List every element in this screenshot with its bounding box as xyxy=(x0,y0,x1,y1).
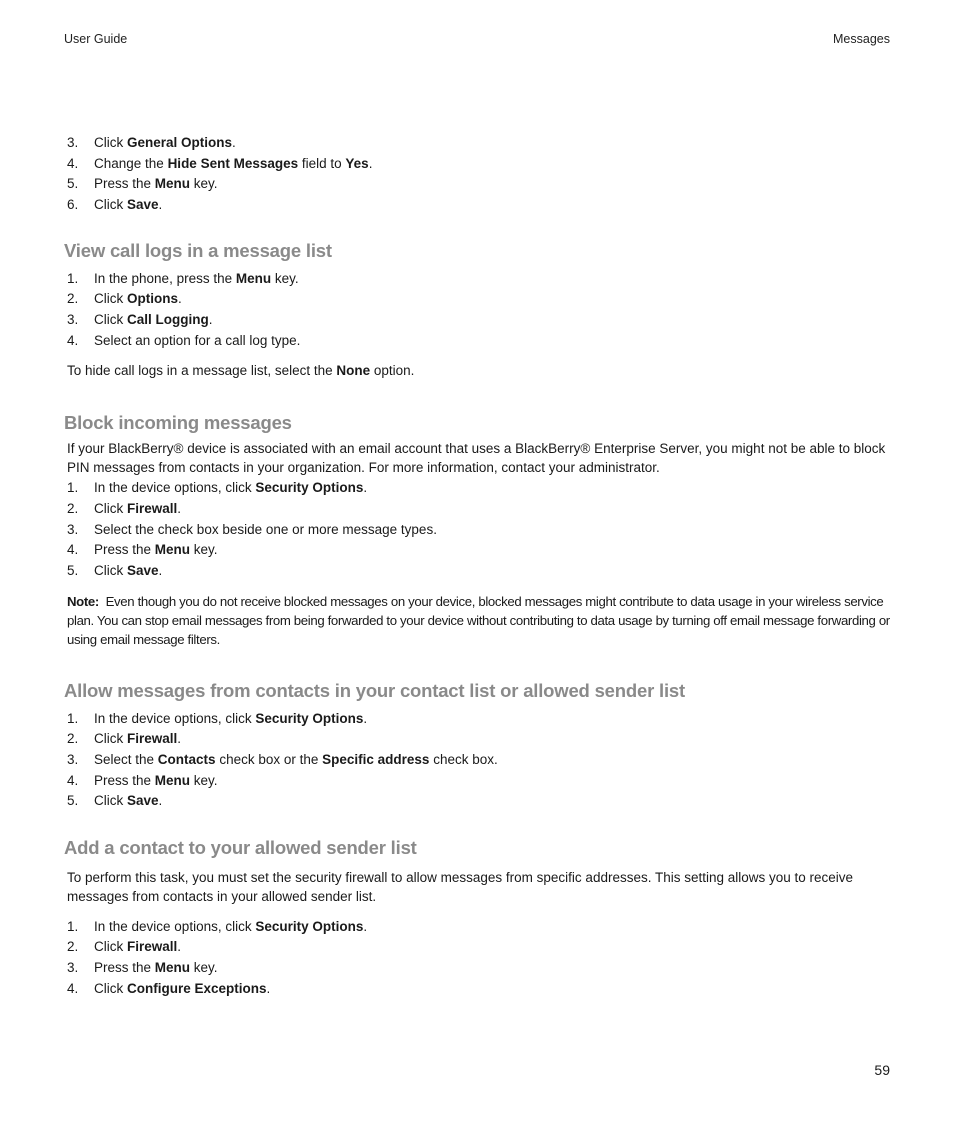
text-run: Click xyxy=(94,312,127,328)
page-number: 59 xyxy=(874,1062,890,1078)
text-run: Click xyxy=(94,291,127,307)
text-run: Click xyxy=(94,197,127,213)
step-text xyxy=(94,269,892,290)
step-number: 3. xyxy=(67,135,79,150)
call-logs-step-list xyxy=(64,269,892,352)
text-run: . xyxy=(363,480,368,496)
step-text xyxy=(94,499,892,520)
text-run: key. xyxy=(190,542,218,558)
text-run: key. xyxy=(190,960,218,976)
step-item xyxy=(64,289,892,310)
text-run: Select the xyxy=(94,752,158,768)
step-item xyxy=(64,561,892,582)
step-number: 4. xyxy=(67,980,79,996)
text-run: . xyxy=(178,291,182,307)
ui-term: Configure Exceptions xyxy=(127,980,267,996)
text-run: In the device options, click xyxy=(94,480,256,496)
step-item xyxy=(64,791,892,812)
ui-term: Menu xyxy=(154,960,191,976)
step-text xyxy=(94,195,892,216)
step-text xyxy=(94,133,892,154)
step-text xyxy=(94,478,892,499)
step-number: 5. xyxy=(67,563,79,579)
ui-term: Menu xyxy=(154,176,191,192)
step-item xyxy=(64,499,892,520)
ui-term: Security Options xyxy=(255,710,364,726)
text-run: Press the xyxy=(94,542,155,558)
text-run: . xyxy=(177,939,182,955)
step-number: 1. xyxy=(67,270,79,286)
step-number: 5. xyxy=(67,793,79,809)
step-text xyxy=(94,729,892,750)
text-run: In the device options, click xyxy=(94,710,256,726)
step-text xyxy=(94,289,892,310)
step-text xyxy=(94,561,892,582)
block-note xyxy=(67,592,892,650)
ui-term: General Options xyxy=(127,135,233,150)
block-intro-paragraph: If your BlackBerry® device is associated with an email account that uses a BlackBerry® Enterprise Server, you might not be able to block PIN messages from contacts in your organization. For more information, contact your administrator. xyxy=(67,440,886,476)
ui-term: Save xyxy=(127,197,159,213)
text-run: . xyxy=(208,312,213,328)
running-header-right: Messages xyxy=(833,32,890,46)
step-number: 4. xyxy=(67,772,79,788)
step-text xyxy=(94,958,892,979)
step-text xyxy=(94,154,892,175)
step-item xyxy=(64,133,892,154)
step-number: 5. xyxy=(67,176,79,192)
step-number: 2. xyxy=(67,731,79,747)
step-text xyxy=(94,937,892,958)
step-number: 4. xyxy=(67,155,79,171)
ui-term: Firewall xyxy=(127,939,178,955)
step-text xyxy=(94,310,892,331)
text-run: Click xyxy=(94,563,127,579)
ui-term: Options xyxy=(127,291,178,307)
text-run: Select the check box beside one or more message types. xyxy=(94,521,437,537)
step-text xyxy=(94,709,892,730)
ui-term: Specific address xyxy=(322,752,430,768)
section-title-allow: Allow messages from contacts in your contact list or allowed sender list xyxy=(64,679,685,701)
step-item xyxy=(64,195,892,216)
text-run: To hide call logs in a message list, select the xyxy=(67,362,337,378)
ui-term: Save xyxy=(127,563,159,579)
text-run: option. xyxy=(370,362,415,378)
add-contact-step-list xyxy=(64,917,892,1000)
text-run: key. xyxy=(190,772,218,788)
text-run: Click xyxy=(94,980,127,996)
step-text xyxy=(94,520,892,541)
step-item xyxy=(64,269,892,290)
step-number: 4. xyxy=(67,332,79,348)
ui-term: Menu xyxy=(154,542,191,558)
call-logs-hide-paragraph xyxy=(67,361,892,380)
step-number: 2. xyxy=(67,939,79,955)
ui-term: Call Logging xyxy=(127,312,209,328)
add-contact-intro-paragraph: To perform this task, you must set the security firewall to allow messages from specific addresses. This setting allows you to receive messages from contacts in your allowed sender list. xyxy=(67,870,854,905)
text-run: In the device options, click xyxy=(94,918,256,934)
ui-term: Firewall xyxy=(127,501,178,517)
step-number: 2. xyxy=(67,291,79,307)
step-text xyxy=(94,331,892,352)
text-run: Click xyxy=(94,501,127,517)
text-run: Press the xyxy=(94,960,155,976)
step-number: 2. xyxy=(67,501,79,517)
ui-term: Save xyxy=(127,793,159,809)
ui-term: None xyxy=(336,362,371,378)
step-item xyxy=(64,750,892,771)
ui-term: Menu xyxy=(154,772,191,788)
text-run: Change the xyxy=(94,155,168,171)
step-item xyxy=(64,729,892,750)
text-run: . xyxy=(363,918,368,934)
text-run: . xyxy=(363,710,368,726)
step-number: 3. xyxy=(67,312,79,328)
text-run: . xyxy=(158,793,163,809)
step-number: 3. xyxy=(67,521,79,537)
text-run: Click xyxy=(94,793,127,809)
step-number: 3. xyxy=(67,752,79,768)
step-item xyxy=(64,154,892,175)
text-run: Click xyxy=(94,939,127,955)
page-content xyxy=(64,133,892,1000)
step-number: 4. xyxy=(67,542,79,558)
step-item xyxy=(64,917,892,938)
ui-term: Hide Sent Messages xyxy=(167,155,299,171)
step-number: 1. xyxy=(67,480,79,496)
step-item xyxy=(64,958,892,979)
text-run: key. xyxy=(271,270,299,286)
block-step-list xyxy=(64,478,892,581)
step-number: 3. xyxy=(67,960,79,976)
step-text xyxy=(94,771,892,792)
running-header-left: User Guide xyxy=(64,32,128,46)
step-item xyxy=(64,540,892,561)
text-run: check box. xyxy=(429,752,498,768)
step-item xyxy=(64,331,892,352)
section-title-add-contact: Add a contact to your allowed sender list xyxy=(64,837,417,859)
text-run: Click xyxy=(94,731,127,747)
text-run: Select an option for a call log type. xyxy=(94,332,301,348)
text-run: Press the xyxy=(94,176,155,192)
step-text xyxy=(94,979,892,1000)
step-item xyxy=(64,937,892,958)
step-number: 1. xyxy=(67,710,79,726)
ui-term: Menu xyxy=(235,270,272,286)
text-run: key. xyxy=(190,176,218,192)
text-run: In the phone, press the xyxy=(94,270,236,286)
step-number: 1. xyxy=(67,918,79,934)
ui-term: Yes xyxy=(345,155,369,171)
step-item xyxy=(64,771,892,792)
allow-step-list xyxy=(64,709,892,812)
step-item xyxy=(64,478,892,499)
step-text xyxy=(94,917,892,938)
step-item xyxy=(64,979,892,1000)
text-run: field to xyxy=(298,155,346,171)
section-title-call-logs: View call logs in a message list xyxy=(64,239,332,261)
intro-step-list xyxy=(64,133,892,216)
text-run: . xyxy=(158,563,163,579)
note-text: Even though you do not receive blocked messages on your device, blocked messages might contribute to data usage in your wireless service plan. You can stop email messages from being forwarded to your device without contributing to data usage by turning off email message forwarding or using email message filters. xyxy=(67,593,890,648)
step-text xyxy=(94,791,892,812)
text-run: check box or the xyxy=(215,752,323,768)
text-run: . xyxy=(232,135,236,150)
text-run: . xyxy=(368,155,373,171)
step-item xyxy=(64,310,892,331)
text-run: . xyxy=(177,501,182,517)
text-run: . xyxy=(177,731,182,747)
ui-term: Security Options xyxy=(255,480,364,496)
step-item xyxy=(64,174,892,195)
step-text xyxy=(94,750,892,771)
step-item xyxy=(64,709,892,730)
note-label: Note: xyxy=(67,593,99,609)
step-text xyxy=(94,174,892,195)
ui-term: Security Options xyxy=(255,918,364,934)
step-text xyxy=(94,540,892,561)
text-run: Press the xyxy=(94,772,155,788)
ui-term: Firewall xyxy=(127,731,178,747)
text-run: . xyxy=(266,980,271,996)
text-run: . xyxy=(158,197,163,213)
step-item xyxy=(64,520,892,541)
text-run: Click xyxy=(94,135,127,150)
ui-term: Contacts xyxy=(157,752,216,768)
section-title-block: Block incoming messages xyxy=(64,411,292,433)
step-number: 6. xyxy=(67,197,79,213)
